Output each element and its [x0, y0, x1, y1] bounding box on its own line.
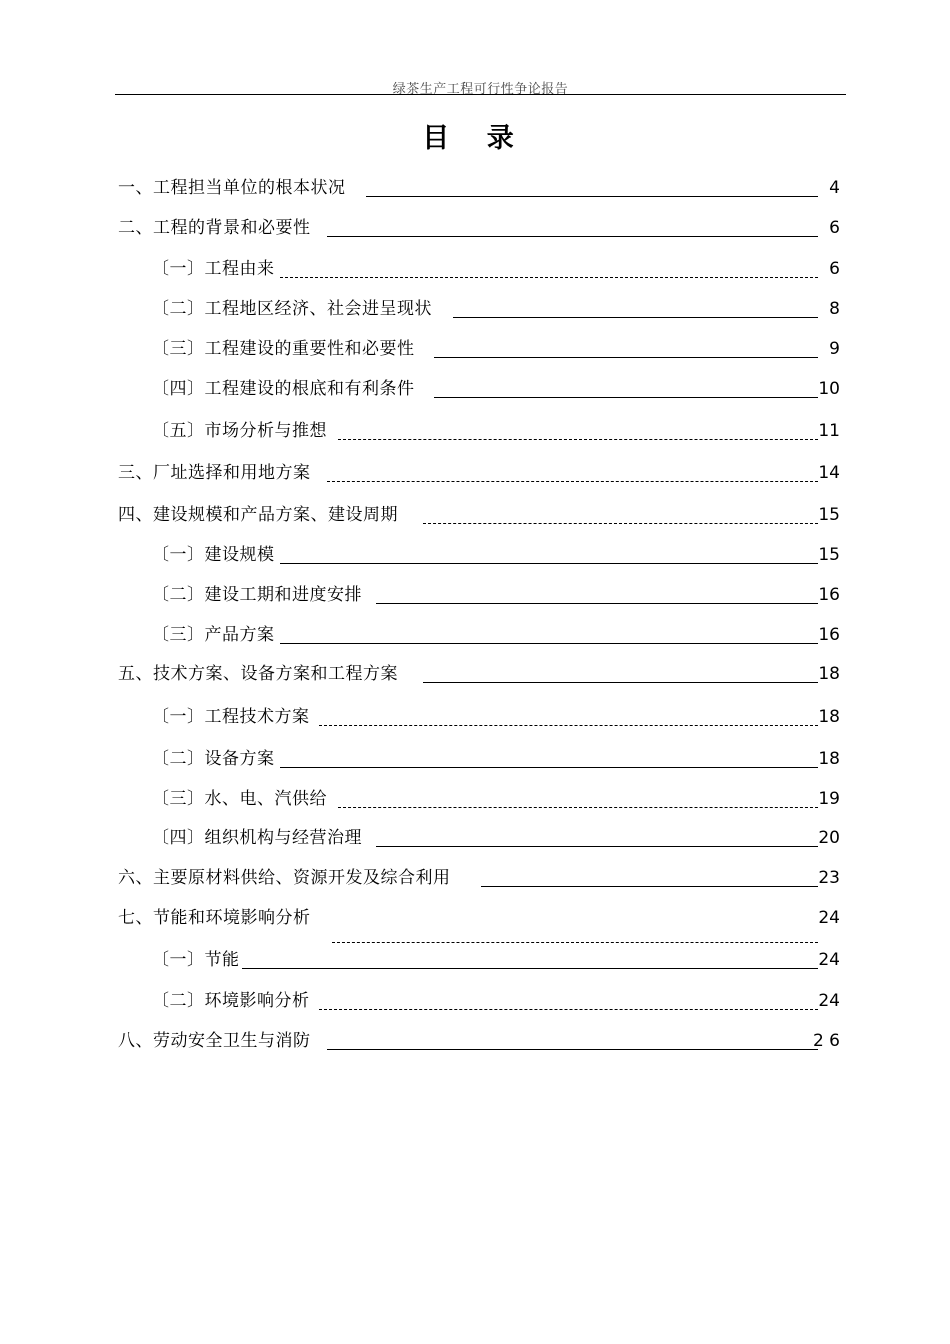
toc-entry[interactable] — [152, 543, 840, 567]
toc-leader-line — [481, 886, 818, 887]
toc-leader-line — [376, 603, 818, 604]
toc-page-number: 20 — [818, 828, 840, 848]
toc-entry[interactable] — [118, 906, 840, 930]
toc-entry-label: 〔一〕工程技术方案 — [152, 707, 310, 727]
toc-leader-line — [280, 563, 818, 564]
toc-leader-line — [338, 439, 818, 440]
toc-leader-line — [327, 481, 818, 482]
toc-page-number: 6 — [829, 218, 840, 238]
toc-leader-line — [242, 968, 818, 969]
toc-page-number: 15 — [818, 505, 840, 525]
toc-entry[interactable] — [152, 989, 840, 1013]
toc-entry-label: 〔二〕设备方案 — [152, 749, 275, 769]
toc-entry-label: 〔一〕建设规模 — [152, 545, 275, 565]
toc-leader-line — [376, 846, 818, 847]
toc-entry-label: 五、技术方案、设备方案和工程方案 — [118, 664, 398, 684]
toc-leader-line — [327, 236, 818, 237]
toc-entry[interactable] — [152, 747, 840, 771]
toc-page-number: 24 — [818, 991, 840, 1011]
toc-entry-label: 〔三〕水、电、汽供给 — [152, 789, 327, 809]
toc-entry[interactable] — [152, 705, 840, 729]
toc-leader-line — [434, 397, 818, 398]
toc-leader-line — [280, 767, 818, 768]
toc-leader-line — [434, 357, 818, 358]
toc-page-number: 23 — [818, 868, 840, 888]
toc-leader-line — [366, 196, 818, 197]
toc-leader-line — [319, 1009, 818, 1010]
toc-entry[interactable] — [152, 377, 840, 401]
toc-entry[interactable] — [118, 461, 840, 485]
toc-entry-label: 〔三〕工程建设的重要性和必要性 — [152, 339, 415, 359]
toc-leader-line — [319, 725, 818, 726]
toc-page-number: 18 — [818, 664, 840, 684]
toc-leader-line — [338, 807, 818, 808]
toc-page-number: 14 — [818, 463, 840, 483]
running-header: 绿茶生产工程可行性争论报告 — [392, 82, 569, 97]
toc-entry-label: 一、工程担当单位的根本状况 — [118, 178, 346, 198]
toc-entry-label: 二、工程的背景和必要性 — [118, 218, 311, 238]
page-title: 目 录 — [422, 123, 528, 154]
toc-entry-label: 〔一〕节能 — [152, 950, 240, 970]
toc-page-number: 4 — [829, 178, 840, 198]
toc-leader-line — [327, 1049, 818, 1050]
toc-entry-label: 〔二〕工程地区经济、社会进呈现状 — [152, 299, 432, 319]
toc-page-number: 2 6 — [812, 1031, 840, 1051]
toc-leader-line — [453, 317, 818, 318]
toc-entry[interactable] — [118, 216, 840, 240]
toc-leader-line — [332, 942, 818, 943]
toc-page-number: 16 — [818, 625, 840, 645]
toc-entry[interactable] — [118, 1029, 840, 1053]
toc-page-number: 8 — [829, 299, 840, 319]
toc-entry[interactable] — [152, 419, 840, 443]
toc-entry-label: 〔五〕市场分析与推想 — [152, 421, 327, 441]
toc-page-number: 9 — [829, 339, 840, 359]
toc-page-number: 11 — [818, 421, 840, 441]
toc-entry[interactable] — [152, 826, 840, 850]
toc-entry-label: 〔二〕建设工期和进度安排 — [152, 585, 362, 605]
toc-entry-label: 〔三〕产品方案 — [152, 625, 275, 645]
header-rule — [115, 94, 846, 95]
toc-entry[interactable] — [118, 503, 840, 527]
toc-entry[interactable] — [152, 583, 840, 607]
toc-entry[interactable] — [118, 662, 840, 686]
toc-leader-line — [423, 523, 818, 524]
toc-entry-label: 八、劳动安全卫生与消防 — [118, 1031, 311, 1051]
toc-entry-label: 三、厂址选择和用地方案 — [118, 463, 311, 483]
toc-entry-label: 〔一〕工程由来 — [152, 259, 275, 279]
toc-page-number: 24 — [818, 908, 840, 928]
toc-entry[interactable] — [152, 257, 840, 281]
toc-entry-label: 〔二〕环境影响分析 — [152, 991, 310, 1011]
toc-entry-label: 〔四〕工程建设的根底和有利条件 — [152, 379, 415, 399]
toc-entry-label: 四、建设规模和产品方案、建设周期 — [118, 505, 398, 525]
toc-entry[interactable] — [152, 948, 840, 972]
toc-entry[interactable] — [118, 866, 840, 890]
toc-entry-label: 七、节能和环境影响分析 — [118, 908, 311, 928]
toc-entry[interactable] — [152, 337, 840, 361]
toc-entry-label: 〔四〕组织机构与经营治理 — [152, 828, 362, 848]
toc-leader-line — [280, 643, 818, 644]
toc-page-number: 15 — [818, 545, 840, 565]
toc-entry-label: 六、主要原材料供给、资源开发及综合利用 — [118, 868, 451, 888]
toc-page-number: 24 — [818, 950, 840, 970]
toc-entry[interactable] — [152, 623, 840, 647]
toc-leader-line — [423, 682, 818, 683]
toc-page-number: 18 — [818, 707, 840, 727]
toc-page-number: 18 — [818, 749, 840, 769]
toc-page-number: 16 — [818, 585, 840, 605]
toc-entry[interactable] — [118, 176, 840, 200]
toc-page-number: 10 — [818, 379, 840, 399]
toc-page-number: 6 — [829, 259, 840, 279]
toc-entry[interactable] — [152, 787, 840, 811]
toc-entry[interactable] — [152, 297, 840, 321]
toc-page-number: 19 — [818, 789, 840, 809]
toc-leader-line — [280, 277, 818, 278]
